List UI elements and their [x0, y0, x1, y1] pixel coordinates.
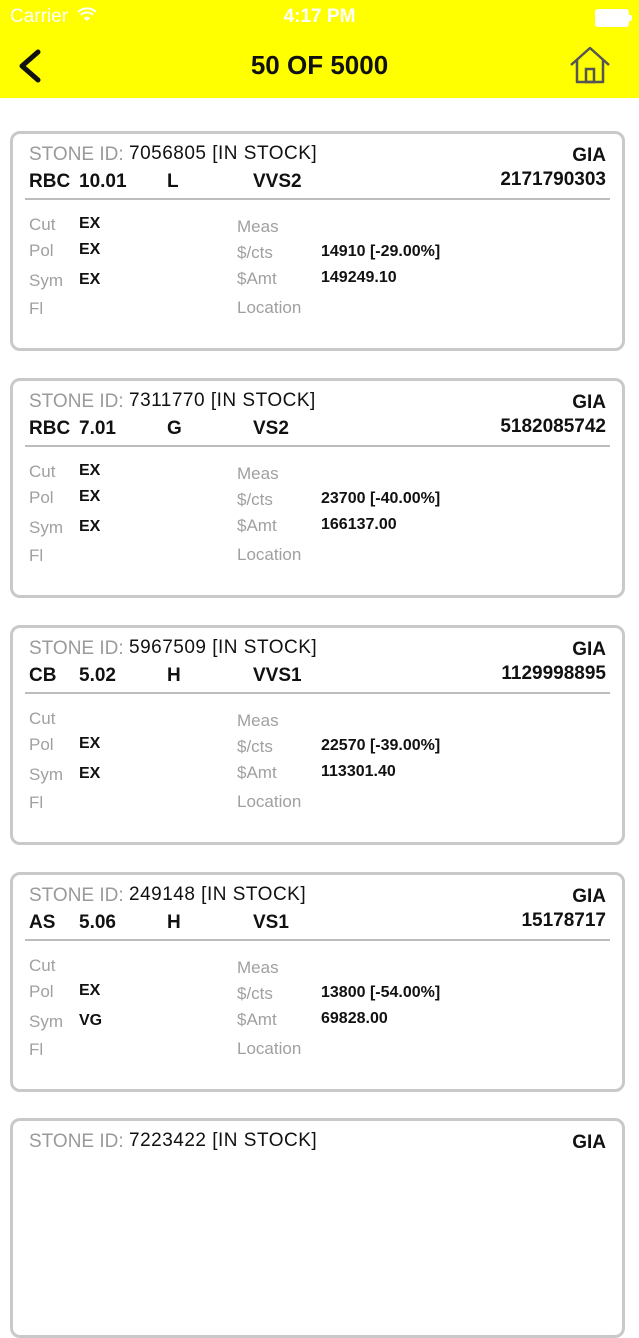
pol-label: Pol — [29, 735, 54, 754]
stone-id-value: 7223422 [IN STOCK] — [129, 1130, 318, 1151]
home-icon[interactable] — [568, 44, 612, 86]
meas-label: Meas — [237, 464, 279, 483]
per-cts-value: 13800 [-54.00%] — [321, 984, 441, 1001]
stone-id-label: STONE ID: — [29, 144, 124, 165]
clarity-value: VVS2 — [253, 171, 302, 192]
lab-name: GIA — [572, 392, 606, 413]
pol-value: EX — [79, 488, 101, 505]
sym-label: Sym — [29, 1012, 63, 1031]
meas-label: Meas — [237, 958, 279, 977]
stone-id-label: STONE ID: — [29, 391, 124, 412]
sym-value: EX — [79, 271, 101, 288]
sym-value: VG — [79, 1012, 103, 1029]
location-label: Location — [237, 1039, 302, 1058]
battery-icon — [595, 9, 629, 27]
sym-value: EX — [79, 765, 101, 782]
color-value: G — [167, 418, 182, 439]
status-time: 4:17 PM — [283, 6, 356, 27]
fl-label: Fl — [29, 546, 44, 565]
stone-id-label: STONE ID: — [29, 885, 124, 906]
meas-label: Meas — [237, 711, 279, 730]
lab-name: GIA — [572, 1132, 606, 1153]
top-bar — [0, 0, 639, 98]
amt-label: $Amt — [237, 269, 277, 288]
carat-value: 7.01 — [79, 418, 116, 439]
cut-label: Cut — [29, 709, 56, 728]
cut-value: EX — [79, 462, 101, 479]
certificate-number: 5182085742 — [500, 416, 606, 437]
amt-value: 69828.00 — [321, 1010, 388, 1027]
meas-label: Meas — [237, 217, 279, 236]
cut-label: Cut — [29, 462, 56, 481]
per-cts-label: $/cts — [237, 737, 273, 756]
per-cts-value: 22570 [-39.00%] — [321, 737, 441, 754]
cut-label: Cut — [29, 215, 56, 234]
certificate-number: 2171790303 — [500, 169, 606, 190]
fl-label: Fl — [29, 1040, 44, 1059]
stone-card[interactable] — [10, 872, 625, 1092]
shape-value: RBC — [29, 418, 71, 439]
pol-value: EX — [79, 982, 101, 999]
stone-card[interactable] — [10, 378, 625, 598]
shape-value: CB — [29, 665, 57, 686]
clarity-value: VS1 — [253, 912, 289, 933]
card-divider — [25, 445, 610, 447]
pol-label: Pol — [29, 241, 54, 260]
per-cts-label: $/cts — [237, 984, 273, 1003]
amt-label: $Amt — [237, 516, 277, 535]
pol-value: EX — [79, 241, 101, 258]
pol-label: Pol — [29, 488, 54, 507]
lab-name: GIA — [572, 886, 606, 907]
amt-value: 166137.00 — [321, 516, 397, 533]
location-label: Location — [237, 792, 302, 811]
amt-label: $Amt — [237, 1010, 277, 1029]
stone-id-value: 249148 [IN STOCK] — [129, 884, 307, 905]
stone-card[interactable] — [10, 1118, 625, 1338]
amt-label: $Amt — [237, 763, 277, 782]
per-cts-value: 14910 [-29.00%] — [321, 243, 441, 260]
sym-label: Sym — [29, 765, 63, 784]
page-title: 50 OF 5000 — [250, 50, 389, 80]
per-cts-label: $/cts — [237, 243, 273, 262]
pol-value: EX — [79, 735, 101, 752]
carat-value: 10.01 — [79, 171, 127, 192]
card-divider — [25, 939, 610, 941]
carrier-label: Carrier — [10, 6, 69, 27]
per-cts-label: $/cts — [237, 490, 273, 509]
sym-value: EX — [79, 518, 101, 535]
stone-card[interactable] — [10, 131, 625, 351]
stone-card[interactable] — [10, 625, 625, 845]
status-bar — [0, 0, 639, 34]
stone-id-value: 7056805 [IN STOCK] — [129, 143, 318, 164]
carat-value: 5.02 — [79, 665, 116, 686]
cut-value: EX — [79, 215, 101, 232]
lab-name: GIA — [572, 145, 606, 166]
sym-label: Sym — [29, 518, 63, 537]
shape-value: AS — [29, 912, 56, 933]
shape-value: RBC — [29, 171, 71, 192]
card-divider — [25, 198, 610, 200]
location-label: Location — [237, 298, 302, 317]
clarity-value: VVS1 — [253, 665, 302, 686]
amt-value: 149249.10 — [321, 269, 397, 286]
pol-label: Pol — [29, 982, 54, 1001]
color-value: H — [167, 912, 181, 933]
stone-id-value: 5967509 [IN STOCK] — [129, 637, 318, 658]
certificate-number: 15178717 — [521, 910, 606, 931]
carat-value: 5.06 — [79, 912, 116, 933]
fl-label: Fl — [29, 299, 44, 318]
stone-id-value: 7311770 [IN STOCK] — [129, 390, 316, 411]
stone-id-label: STONE ID: — [29, 638, 124, 659]
color-value: H — [167, 665, 181, 686]
per-cts-value: 23700 [-40.00%] — [321, 490, 441, 507]
amt-value: 113301.40 — [321, 763, 396, 780]
color-value: L — [167, 171, 179, 192]
location-label: Location — [237, 545, 302, 564]
certificate-number: 1129998895 — [501, 663, 606, 684]
fl-label: Fl — [29, 793, 44, 812]
stone-id-label: STONE ID: — [29, 1131, 124, 1152]
stone-list[interactable] — [0, 98, 639, 1153]
card-divider — [25, 692, 610, 694]
cut-label: Cut — [29, 956, 56, 975]
clarity-value: VS2 — [253, 418, 289, 439]
lab-name: GIA — [572, 639, 606, 660]
sym-label: Sym — [29, 271, 63, 290]
